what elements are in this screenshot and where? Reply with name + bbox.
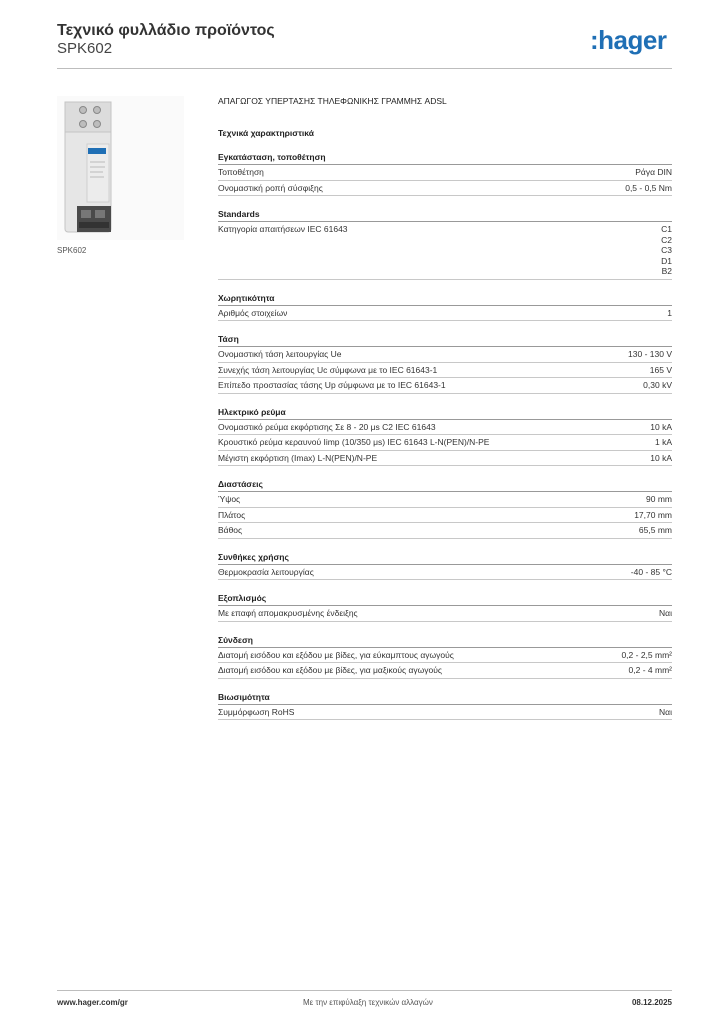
section-title: Βιωσιμότητα (218, 692, 672, 705)
spec-value: 0,2 - 2,5 mm² (621, 649, 672, 660)
section-standards (218, 209, 672, 280)
section-title: Εγκατάσταση, τοποθέτηση (218, 152, 672, 165)
section-title: Σύνδεση (218, 635, 672, 648)
product-image (57, 96, 184, 240)
spec-value: 90 mm (646, 494, 672, 504)
spec-heading: Τεχνικά χαρακτηριστικά (218, 128, 314, 138)
spec-value: C3 (661, 245, 672, 255)
spec-row (218, 565, 672, 581)
surge-protector-illustration (57, 96, 184, 240)
section-title: Διαστάσεις (218, 479, 672, 492)
spec-row (218, 663, 672, 679)
spec-value: 130 - 130 V (628, 349, 672, 359)
spec-value: 17,70 mm (634, 509, 672, 520)
spec-value: Ναι (659, 608, 672, 618)
footer-disclaimer: Με την επιφύλαξη τεχνικών αλλαγών (303, 998, 433, 1007)
spec-row (218, 363, 672, 379)
spec-value: D1 (661, 255, 672, 266)
spec-row (218, 523, 672, 539)
spec-row (218, 648, 672, 664)
spec-value: 165 V (649, 364, 672, 375)
spec-row (218, 347, 672, 363)
spec-label: Ονομαστικό ρεύμα εκφόρτισης Σε 8 - 20 μs C2 IEC 61643 (218, 421, 436, 432)
spec-value: 10 kA (650, 421, 672, 432)
spec-label: Κατηγορία απαιτήσεων IEC 61643 (218, 224, 348, 234)
spec-label: Ονομαστική ροπή σύσφιξης (218, 182, 323, 193)
spec-value: C1 (661, 224, 672, 234)
spec-value: 65,5 mm (638, 525, 672, 535)
section-dimensions (218, 479, 672, 539)
spec-value: -40 - 85 °C (630, 566, 672, 577)
spec-value: C2 (661, 234, 672, 245)
section-connection (218, 635, 672, 679)
spec-value: 10 kA (650, 452, 672, 463)
spec-label: Αριθμός στοιχείων (218, 307, 288, 318)
spec-value: Ναι (659, 706, 672, 717)
section-title: Standards (218, 209, 672, 222)
spec-label: Ονομαστική τάση λειτουργίας Ue (218, 349, 342, 359)
spec-value: 0,2 - 4 mm² (628, 665, 672, 675)
footer-website: www.hager.com/gr (57, 998, 128, 1007)
spec-value: 0,30 kV (643, 380, 672, 390)
spec-label: Θερμοκρασία λειτουργίας (218, 566, 314, 577)
spec-row (218, 306, 672, 322)
spec-label: Συμμόρφωση RoHS (218, 706, 295, 717)
spec-label: Με επαφή απομακρυσμένης ένδειξης (218, 608, 358, 618)
spec-row (218, 222, 672, 280)
spec-content (218, 96, 672, 720)
footer-divider (57, 990, 672, 991)
spec-label: Πλάτος (218, 509, 246, 520)
spec-label: Κρουστικό ρεύμα κεραυνού Iimp (10/350 μs) IEC 61643 L-N(PEN)/N-PE (218, 437, 490, 447)
product-code: SPK602 (57, 40, 113, 57)
logo-text: :hager (590, 25, 667, 55)
spec-row (218, 492, 672, 508)
spec-row (218, 705, 672, 721)
spec-row (218, 165, 672, 181)
spec-label: Τοποθέτηση (218, 167, 264, 177)
spec-label: Συνεχής τάση λειτουργίας Uc σύμφωνα με το IEC 61643-1 (218, 364, 438, 375)
spec-label: Βάθος (218, 525, 243, 535)
spec-value: B2 (661, 266, 672, 276)
section-title: Συνθήκες χρήσης (218, 552, 672, 565)
spec-row (218, 606, 672, 622)
spec-value: Ράγα DIN (635, 167, 672, 177)
section-title: Ηλεκτρικό ρεύμα (218, 407, 672, 420)
spec-value-list (661, 224, 672, 277)
spec-row (218, 181, 672, 197)
image-caption: SPK602 (57, 246, 87, 255)
section-equipment (218, 593, 672, 622)
spec-value: 1 kA (654, 437, 672, 447)
section-title: Χωρητικότητα (218, 293, 672, 306)
spec-row (218, 378, 672, 394)
section-current (218, 407, 672, 467)
spec-label: Διατομή εισόδου και εξόδου με βίδες, για εύκαμπτους αγωγούς (218, 649, 454, 660)
spec-value: 1 (667, 307, 672, 318)
page-title: Τεχνικό φυλλάδιο προϊόντος (57, 22, 275, 39)
spec-value: 0,5 - 0,5 Nm (625, 182, 672, 193)
spec-row (218, 435, 672, 451)
spec-label: Ύψος (218, 494, 241, 504)
hager-logo (590, 25, 680, 59)
section-sustainability (218, 692, 672, 721)
spec-row (218, 420, 672, 436)
product-name: ΑΠΑΓΩΓΟΣ ΥΠΕΡΤΑΣΗΣ ΤΗΛΕΦΩΝΙΚΗΣ ΓΡΑΜΜΗΣ ADSL (218, 96, 447, 106)
section-title: Εξοπλισμός (218, 593, 672, 606)
spec-row (218, 451, 672, 467)
section-conditions (218, 552, 672, 581)
section-voltage (218, 334, 672, 394)
spec-row (218, 508, 672, 524)
footer-date: 08.12.2025 (631, 998, 672, 1007)
section-installation (218, 152, 672, 196)
spec-label: Μέγιστη εκφόρτιση (Imax) L-N(PEN)/N-PE (218, 452, 378, 463)
spec-label: Επίπεδο προστασίας τάσης Up σύμφωνα με το IEC 61643-1 (218, 380, 446, 390)
spec-label: Διατομή εισόδου και εξόδου με βίδες, για μαξικούς αγωγούς (218, 665, 443, 675)
header-divider (57, 68, 672, 69)
section-title: Τάση (218, 334, 672, 347)
section-capacity (218, 293, 672, 322)
